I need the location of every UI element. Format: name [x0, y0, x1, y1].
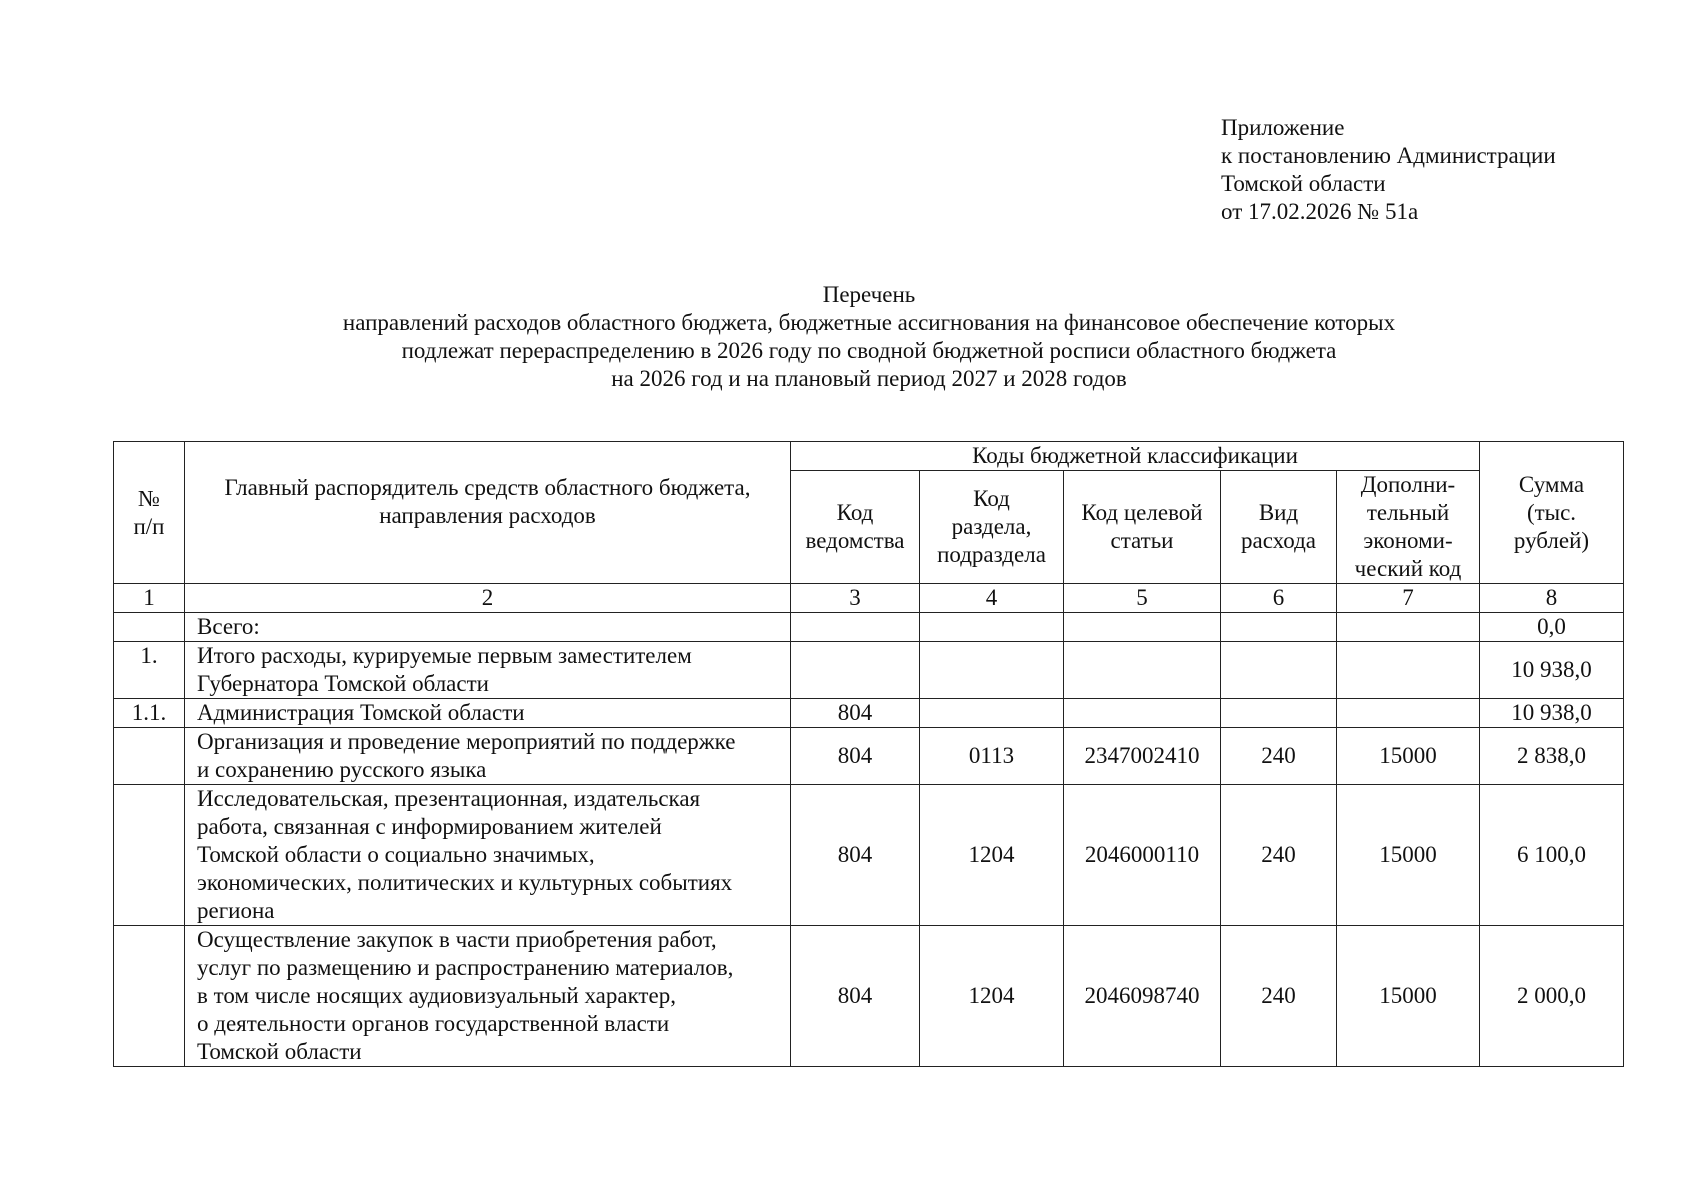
row-target: 2046000110 [1064, 785, 1221, 926]
row-exp-type: 240 [1221, 728, 1337, 785]
row-econ: 15000 [1337, 785, 1480, 926]
header-section: Код раздела, подраздела [920, 471, 1064, 584]
header-exp-type: Вид расхода [1221, 471, 1337, 584]
column-number: 1 [114, 584, 185, 613]
appendix-line: Томской области [1221, 171, 1386, 196]
row-dept [791, 613, 920, 642]
appendix-line: от 17.02.2026 № 51а [1221, 199, 1419, 224]
row-target [1064, 642, 1221, 699]
row-econ [1337, 613, 1480, 642]
row-target [1064, 699, 1221, 728]
row-sum: 10 938,0 [1480, 699, 1624, 728]
row-exp-type: 240 [1221, 785, 1337, 926]
row-exp-type [1221, 642, 1337, 699]
row-dept: 804 [791, 728, 920, 785]
column-number: 6 [1221, 584, 1337, 613]
row-econ: 15000 [1337, 926, 1480, 1067]
row-econ: 15000 [1337, 728, 1480, 785]
row-section: 1204 [920, 785, 1064, 926]
row-section [920, 613, 1064, 642]
row-exp-type: 240 [1221, 926, 1337, 1067]
row-exp-type [1221, 699, 1337, 728]
row-econ [1337, 699, 1480, 728]
table-row [114, 699, 1624, 728]
column-number: 4 [920, 584, 1064, 613]
column-number: 2 [185, 584, 791, 613]
title-line: направлений расходов областного бюджета, бюджетные ассигнования на финансовое обеспечение которых [342, 310, 1396, 335]
row-target: 2046098740 [1064, 926, 1221, 1067]
table-row [114, 613, 1624, 642]
row-num: 1. [114, 642, 185, 699]
row-econ [1337, 642, 1480, 699]
row-section [920, 642, 1064, 699]
budget-table [113, 441, 1624, 1067]
row-sum: 2 000,0 [1480, 926, 1624, 1067]
document-title [0, 281, 1698, 393]
row-target [1064, 613, 1221, 642]
header-dept: Код ведомства [791, 471, 920, 584]
row-section [920, 699, 1064, 728]
row-name: Итого расходы, курируемые первым заместителем Губернатора Томской области [185, 642, 791, 699]
row-sum: 6 100,0 [1480, 785, 1624, 926]
column-number: 8 [1480, 584, 1624, 613]
header-name: Главный распорядитель средств областного бюджета, направления расходов [185, 442, 791, 584]
row-num [114, 728, 185, 785]
row-exp-type [1221, 613, 1337, 642]
row-name: Организация и проведение мероприятий по поддержке и сохранению русского языка [185, 728, 791, 785]
row-sum: 10 938,0 [1480, 642, 1624, 699]
row-sum: 2 838,0 [1480, 728, 1624, 785]
table-row [114, 728, 1624, 785]
table-row [114, 926, 1624, 1067]
row-name: Всего: [185, 613, 791, 642]
row-num: 1.1. [114, 699, 185, 728]
row-name: Осуществление закупок в части приобретения работ, услуг по размещению и распространению материалов, в том числе носящих аудиовизуальный характер, о деятельности органов государственной власти Томской области [185, 926, 791, 1067]
header-codes-group: Коды бюджетной классификации [791, 442, 1480, 471]
row-name: Администрация Томской области [185, 699, 791, 728]
row-dept: 804 [791, 699, 920, 728]
title-line: на 2026 год и на плановый период 2027 и 2028 годов [611, 366, 1127, 391]
column-number: 5 [1064, 584, 1221, 613]
row-name: Исследовательская, презентационная, издательская работа, связанная с информированием жителей Томской области о социально значимых, экономических, политических и культурных событиях региона [185, 785, 791, 926]
appendix-block [1221, 114, 1556, 226]
header-econ: Дополни- тельный экономи- ческий код [1337, 471, 1480, 584]
row-section: 1204 [920, 926, 1064, 1067]
appendix-line: к постановлению Администрации [1221, 143, 1556, 168]
header-sum: Сумма (тыс. рублей) [1480, 442, 1624, 584]
row-num [114, 785, 185, 926]
title-line: Перечень [822, 282, 916, 307]
table-row [114, 642, 1624, 699]
column-number: 7 [1337, 584, 1480, 613]
row-dept: 804 [791, 926, 920, 1067]
row-sum: 0,0 [1480, 613, 1624, 642]
row-num [114, 926, 185, 1067]
header-num: № п/п [114, 442, 185, 584]
row-target: 2347002410 [1064, 728, 1221, 785]
row-num [114, 613, 185, 642]
column-number: 3 [791, 584, 920, 613]
appendix-line: Приложение [1221, 115, 1345, 140]
row-dept: 804 [791, 785, 920, 926]
header-target: Код целевой статьи [1064, 471, 1221, 584]
title-line: подлежат перераспределению в 2026 году по сводной бюджетной росписи областного бюджета [401, 338, 1337, 363]
row-dept [791, 642, 920, 699]
row-section: 0113 [920, 728, 1064, 785]
table-row [114, 785, 1624, 926]
